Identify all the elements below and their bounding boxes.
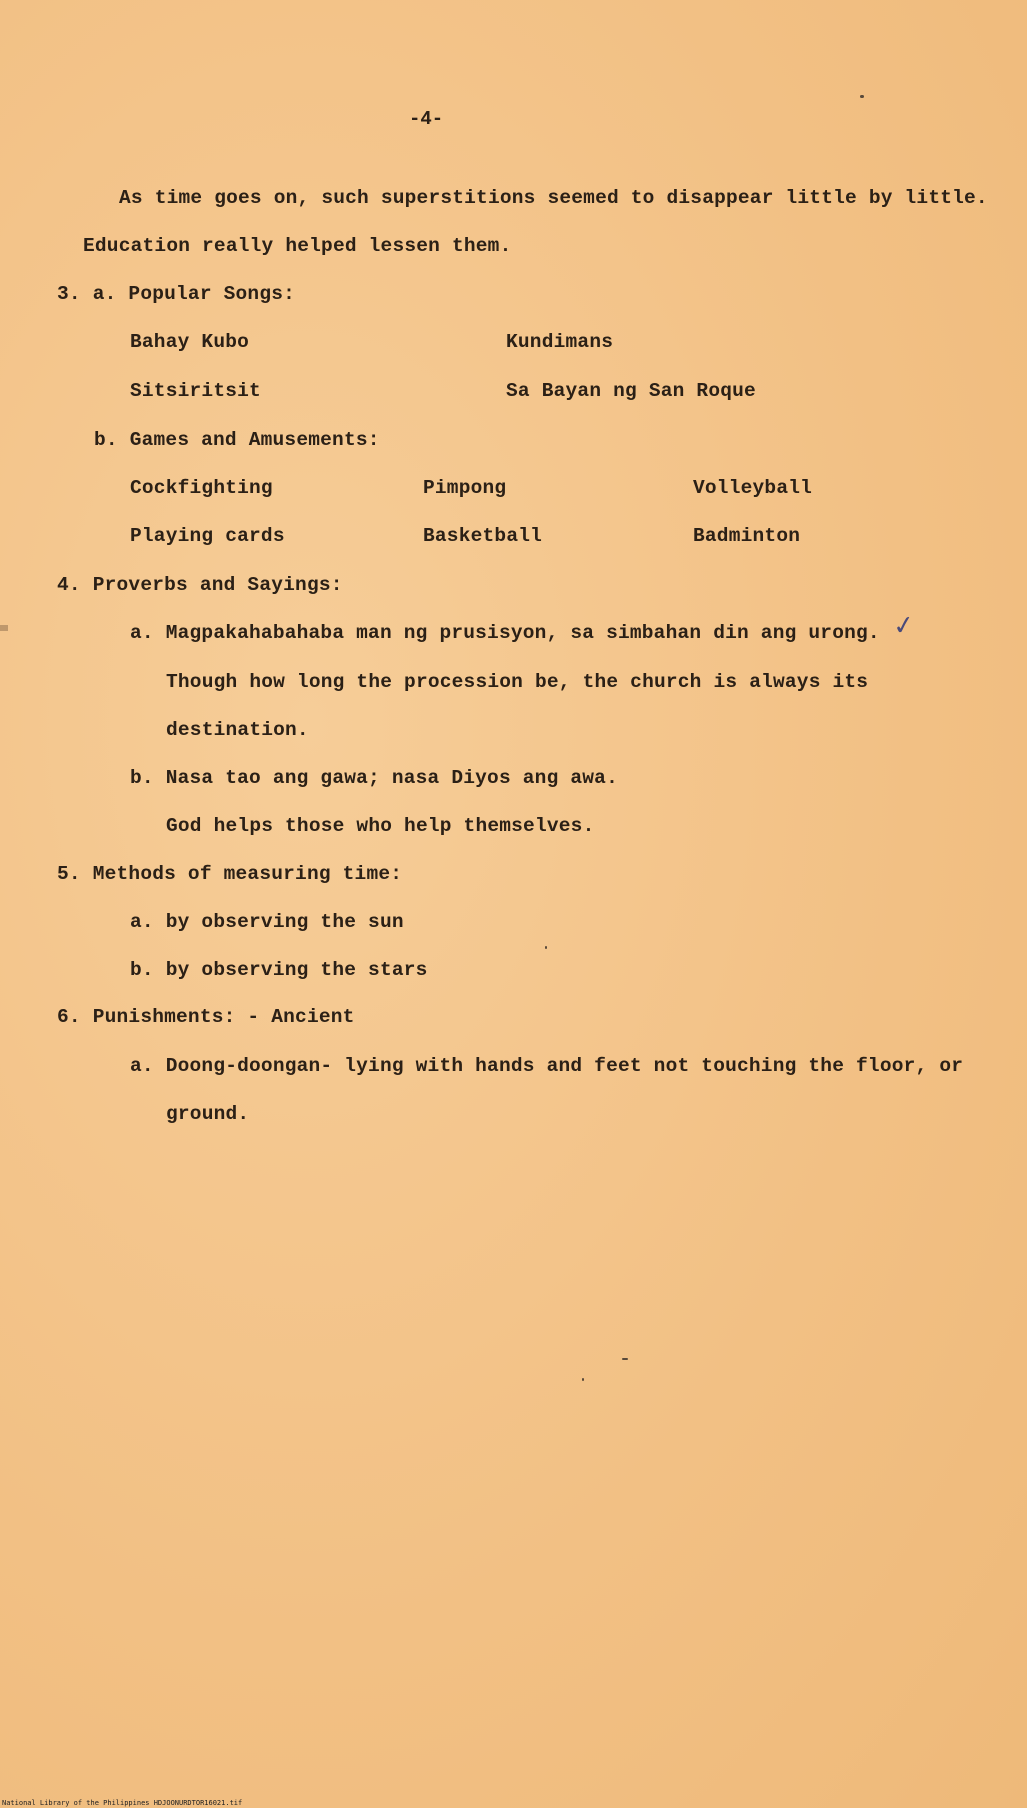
archive-footer: National Library of the Philippines HDJOONURDTOR16021.tif xyxy=(2,1799,243,1807)
game-item: Badminton xyxy=(693,525,801,547)
intro-line-1: As time goes on, such superstitions seemed to disappear little by little. xyxy=(119,187,988,209)
paper-speck xyxy=(622,1358,628,1360)
section-6-heading: 6. Punishments: - Ancient xyxy=(57,1006,355,1028)
game-item: Cockfighting xyxy=(130,477,273,499)
page-number: -4- xyxy=(409,108,444,130)
game-item: Volleyball xyxy=(693,477,813,499)
section-5-heading: 5. Methods of measuring time: xyxy=(57,863,403,885)
proverb-a-line-3: destination. xyxy=(166,719,309,741)
check-mark-icon: ✓ xyxy=(891,609,917,643)
games-heading: b. Games and Amusements: xyxy=(94,429,380,451)
margin-mark xyxy=(0,625,8,631)
paper-speck xyxy=(582,1378,584,1381)
proverb-b-line-1: b. Nasa tao ang gawa; nasa Diyos ang awa. xyxy=(130,767,618,789)
proverb-b-line-2: God helps those who help themselves. xyxy=(166,815,595,837)
bleed-through-text xyxy=(360,84,371,106)
proverb-a-line-1: a. Magpakahabahaba man ng prusisyon, sa simbahan din ang urong. xyxy=(130,622,880,644)
game-item: Basketball xyxy=(423,525,543,547)
paper-speck xyxy=(545,946,547,949)
method-item: b. by observing the stars xyxy=(130,959,428,981)
paper-speck xyxy=(860,95,864,98)
game-item: Playing cards xyxy=(130,525,285,547)
game-item: Pimpong xyxy=(423,477,507,499)
method-item: a. by observing the sun xyxy=(130,911,404,933)
song-item: Bahay Kubo xyxy=(130,331,250,353)
punishment-a-line-2: ground. xyxy=(166,1103,250,1125)
song-item: Sa Bayan ng San Roque xyxy=(506,380,756,402)
song-item: Sitsiritsit xyxy=(130,380,261,402)
intro-line-2: Education really helped lessen them. xyxy=(83,235,512,257)
section-4-heading: 4. Proverbs and Sayings: xyxy=(57,574,343,596)
proverb-a-line-2: Though how long the procession be, the church is always its xyxy=(166,671,869,693)
song-item: Kundimans xyxy=(506,331,614,353)
section-3-heading: 3. a. Popular Songs: xyxy=(57,283,296,305)
punishment-a-line-1: a. Doong-doongan- lying with hands and feet not touching the floor, or xyxy=(130,1055,964,1077)
